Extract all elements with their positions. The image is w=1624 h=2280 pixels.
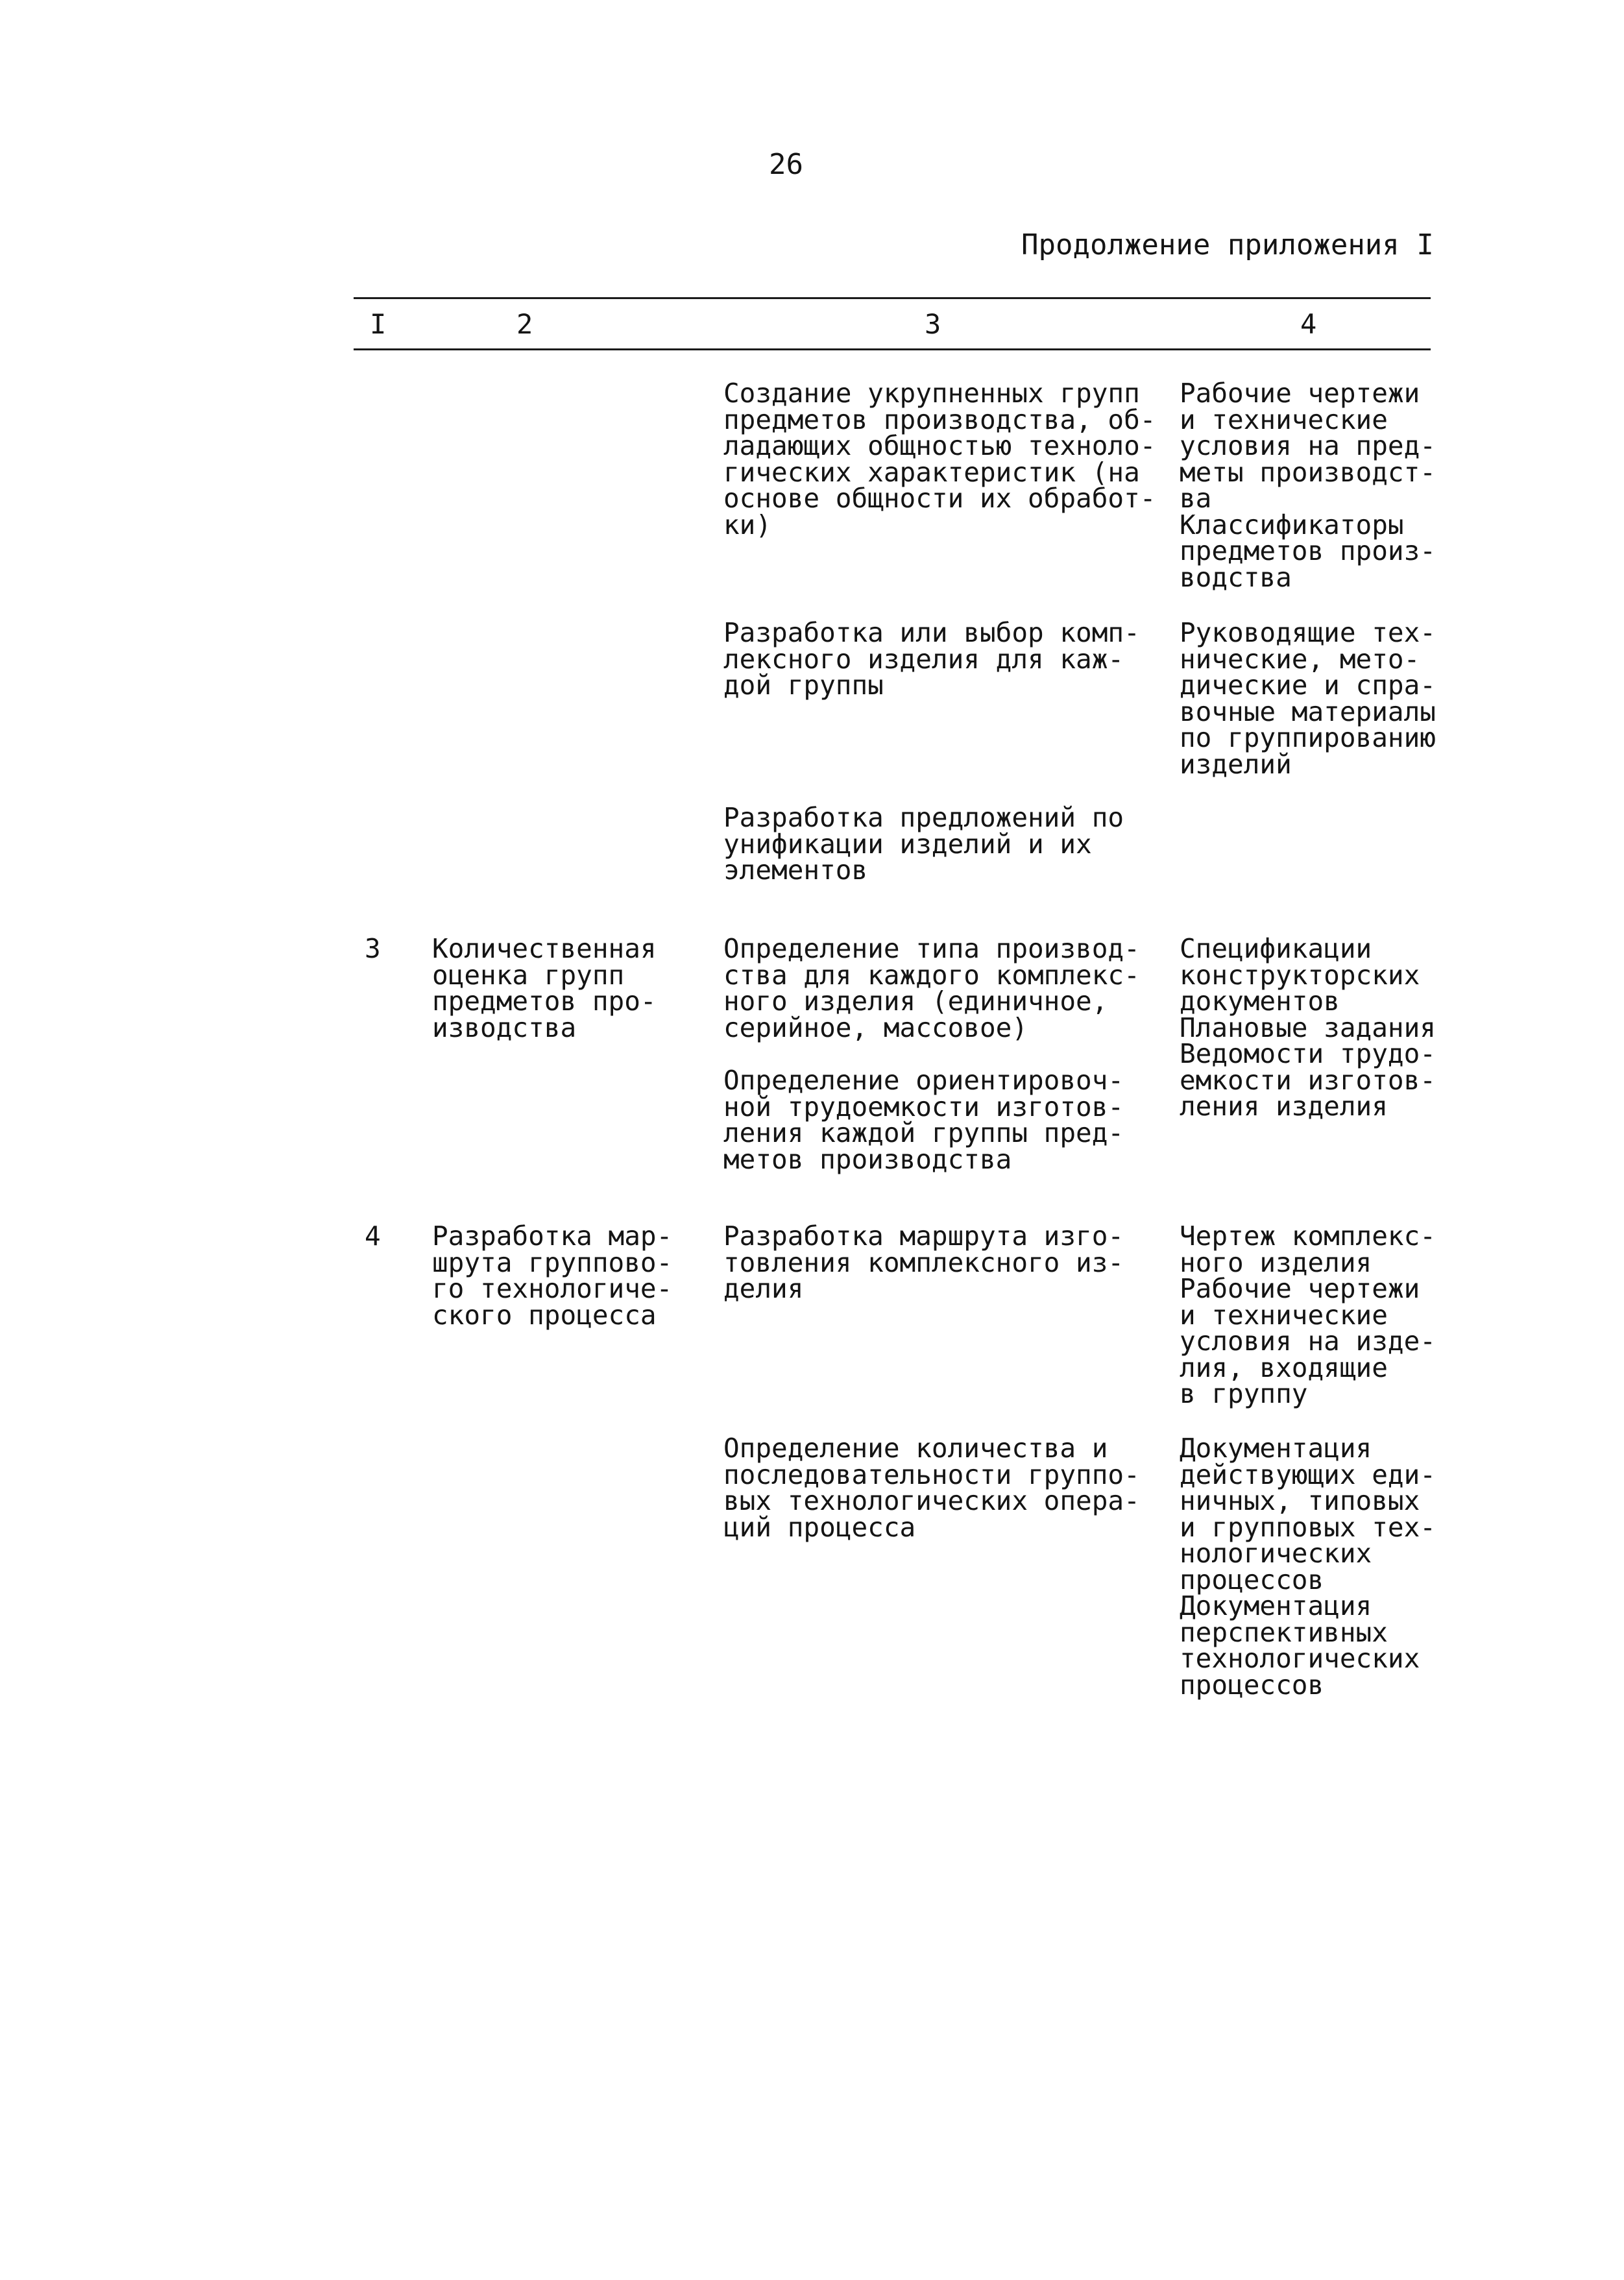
table-cell-stage-content: Разработка предложений по унификации изделий и их элементов	[723, 802, 1124, 886]
table-cell-stage-content: Разработка или выбор комп- лексного изделия для каж- дой группы	[723, 617, 1140, 701]
table-cell-source-documents: Руководящие тех- нические, мето- дические и спра- вочные материалы по группированию изделий	[1180, 617, 1436, 780]
column-header-4: 4	[1300, 308, 1317, 340]
table-cell-source-documents: Чертеж комплекс- ного изделия Рабочие чертежи и технические условия на изде- лия, входящие в группу	[1180, 1220, 1436, 1409]
table-cell-stage-name: Разработка мар- шрута группово- го технологиче- ского процесса	[432, 1220, 673, 1331]
table-cell-source-documents: Рабочие чертежи и технические условия на пред- меты производст- ва Классификаторы предметов произ- водства	[1180, 378, 1436, 593]
table-cell-stage-name: Количественная оценка групп предметов про- изводства	[432, 933, 657, 1043]
column-header-3: 3	[925, 308, 941, 340]
column-header-2: 2	[516, 308, 533, 340]
table-cell-stage-content: Создание укрупненных групп предметов производства, об- ладающих общностью техноло- гических характеристик (на основе общности их обработ- ки)	[723, 378, 1156, 540]
table-top-rule	[354, 297, 1431, 299]
table-cell-stage-number: 3	[365, 933, 381, 964]
table-header-rule	[354, 348, 1431, 350]
table-cell-stage-content: Определение типа производ- ства для каждого комплекс- ного изделия (единичное, серийное, массовое)	[723, 933, 1140, 1043]
column-header-1: I	[370, 308, 387, 340]
page-number: 26	[769, 148, 803, 181]
table-cell-stage-number: 4	[365, 1220, 381, 1252]
table-cell-stage-content: Определение количества и последовательности группо- вых технологических опера- ций процесса	[723, 1433, 1140, 1543]
table-cell-stage-content: Определение ориентировоч- ной трудоемкости изготов- ления каждой группы пред- метов производства	[723, 1065, 1124, 1175]
continuation-caption: Продолжение приложения I	[1021, 228, 1434, 261]
table-cell-source-documents: Спецификации конструкторских документов Плановые задания Ведомости трудо- емкости изготов- ления изделия	[1180, 933, 1436, 1122]
table-cell-source-documents: Документация действующих еди- ничных, типовых и групповых тех- нологических процессов Документация перспективных технологических процессов	[1180, 1433, 1436, 1701]
table-cell-stage-content: Разработка маршрута изго- товления комплексного из- делия	[723, 1220, 1124, 1304]
